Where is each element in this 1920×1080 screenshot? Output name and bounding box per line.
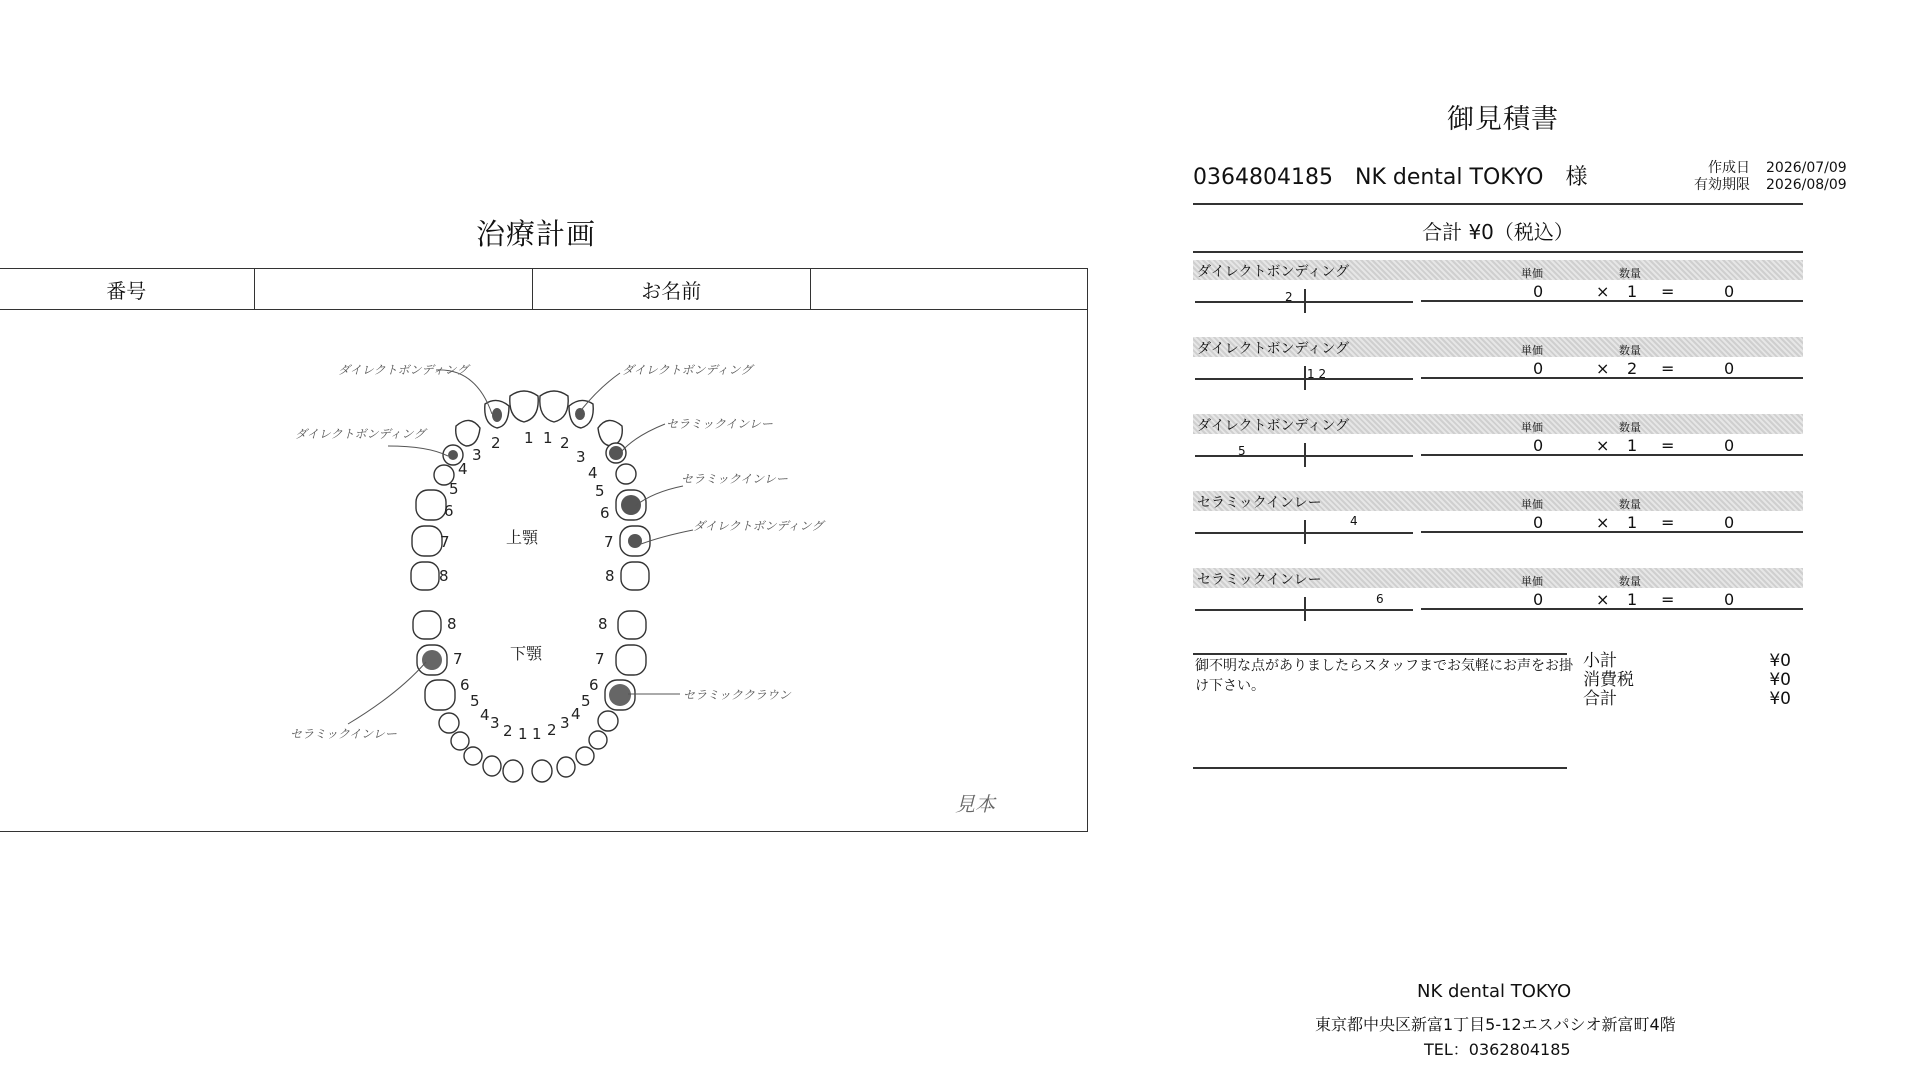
tooth-chart-midline bbox=[1304, 597, 1306, 621]
num-l-l1: 1 bbox=[532, 725, 542, 743]
label-ur-ceramic-inlay-2: セラミックインレー bbox=[681, 472, 788, 486]
num-u-l4: 4 bbox=[588, 464, 598, 482]
equals-sign: = bbox=[1661, 359, 1675, 378]
tooth-number: 1 2 bbox=[1307, 367, 1327, 381]
num-l-r8: 8 bbox=[447, 615, 457, 633]
item-name: ダイレクトボンディング bbox=[1197, 264, 1350, 280]
name-label: お名前 bbox=[533, 269, 810, 309]
tax-label: 消費税 bbox=[1583, 670, 1634, 690]
estimate-item bbox=[1193, 337, 1803, 407]
item-name: ダイレクトボンディング bbox=[1197, 418, 1350, 434]
label-lr-ceramic-crown: セラミッククラウン bbox=[683, 688, 791, 702]
num-l-l3: 3 bbox=[560, 714, 570, 732]
quantity: 1 bbox=[1627, 282, 1638, 301]
estimate-item bbox=[1193, 491, 1803, 561]
price-header: 単価 bbox=[1521, 498, 1543, 511]
times-sign: × bbox=[1596, 282, 1610, 301]
num-l-l5: 5 bbox=[581, 692, 591, 710]
tooth-l-l3 bbox=[576, 747, 594, 765]
price-header: 単価 bbox=[1521, 344, 1543, 357]
calc-line bbox=[1421, 531, 1803, 533]
tax-value: ¥0 bbox=[1769, 670, 1791, 690]
number-label: 番号 bbox=[0, 269, 255, 309]
line-amount: 0 bbox=[1724, 513, 1735, 532]
grand-total-label: 合計 bbox=[1583, 689, 1617, 709]
contact-note: 御不明な点がありましたらスタッフまでお気軽にお声をお掛け下さい。 bbox=[1195, 658, 1573, 694]
price-header: 単価 bbox=[1521, 267, 1543, 280]
tooth-l-l8 bbox=[618, 611, 646, 639]
restoration-u-l2 bbox=[575, 408, 585, 420]
label-ll-ceramic-inlay: セラミックインレー bbox=[290, 727, 397, 741]
quantity: 1 bbox=[1627, 590, 1638, 609]
tooth-numbers bbox=[439, 429, 615, 743]
line-amount: 0 bbox=[1724, 282, 1735, 301]
tooth-l-l2 bbox=[557, 757, 575, 777]
footer-tel: TEL：0362804185 bbox=[1424, 1040, 1571, 1059]
leader-l-r7 bbox=[348, 662, 426, 724]
valid-date: 2026/08/09 bbox=[1766, 177, 1847, 193]
restoration-u-r2 bbox=[492, 408, 502, 422]
created-date: 2026/07/09 bbox=[1766, 160, 1847, 176]
qty-header: 数量 bbox=[1619, 575, 1641, 588]
quantity: 1 bbox=[1627, 513, 1638, 532]
estimate-item bbox=[1193, 414, 1803, 484]
num-l-l2: 2 bbox=[547, 721, 557, 739]
times-sign: × bbox=[1596, 590, 1610, 609]
label-ur-bonding-molar: ダイレクトボンディング bbox=[693, 519, 824, 533]
equals-sign: = bbox=[1661, 590, 1675, 609]
num-l-r3: 3 bbox=[490, 714, 500, 732]
item-name: ダイレクトボンディング bbox=[1197, 341, 1350, 357]
tooth-u-r3 bbox=[456, 420, 480, 446]
honorific: 様 bbox=[1565, 165, 1588, 190]
line-amount: 0 bbox=[1724, 590, 1735, 609]
num-u-l2: 2 bbox=[560, 434, 570, 452]
num-l-r4: 4 bbox=[480, 706, 490, 724]
num-u-r6: 6 bbox=[444, 502, 454, 520]
qty-header: 数量 bbox=[1619, 344, 1641, 357]
label-ul-bonding-front: ダイレクトボンディング bbox=[338, 363, 469, 377]
num-l-l8: 8 bbox=[598, 615, 608, 633]
tooth-l-l7 bbox=[616, 645, 646, 675]
estimate-title: 御見積書 bbox=[1447, 104, 1559, 135]
num-u-l1: 1 bbox=[543, 429, 553, 447]
valid-label: 有効期限 bbox=[1694, 177, 1750, 193]
times-sign: × bbox=[1596, 359, 1610, 378]
num-u-r3: 3 bbox=[472, 446, 482, 464]
customer-id: 0364804185 bbox=[1193, 165, 1333, 190]
num-l-l4: 4 bbox=[571, 705, 581, 723]
tooth-l-l1 bbox=[532, 760, 552, 782]
upper-teeth bbox=[411, 391, 650, 590]
unit-price: 0 bbox=[1533, 282, 1544, 301]
num-u-l3: 3 bbox=[576, 448, 586, 466]
tooth-u-l8 bbox=[621, 562, 649, 590]
tooth-l-r1 bbox=[503, 760, 523, 782]
quantity: 2 bbox=[1627, 359, 1638, 378]
equals-sign: = bbox=[1661, 513, 1675, 532]
estimate-item bbox=[1193, 568, 1803, 638]
tooth-l-l4 bbox=[589, 731, 607, 749]
num-l-r1: 1 bbox=[518, 725, 528, 743]
tooth-u-r6 bbox=[416, 490, 446, 520]
tooth-u-r8 bbox=[411, 562, 439, 590]
grand-total-value: ¥0 bbox=[1769, 689, 1791, 709]
num-l-l6: 6 bbox=[589, 676, 599, 694]
tooth-l-r3 bbox=[464, 747, 482, 765]
summary-block bbox=[1583, 652, 1791, 709]
num-u-l6: 6 bbox=[600, 504, 610, 522]
calc-line bbox=[1421, 608, 1803, 610]
sample-stamp: 見本 bbox=[955, 792, 995, 816]
tooth-u-r7 bbox=[412, 526, 442, 556]
unit-price: 0 bbox=[1533, 359, 1544, 378]
tooth-l-l5 bbox=[598, 711, 618, 731]
tooth-chart-midline bbox=[1304, 443, 1306, 467]
tooth-chart-midline bbox=[1304, 520, 1306, 544]
estimate-item bbox=[1193, 260, 1803, 330]
num-u-r7: 7 bbox=[440, 533, 450, 551]
label-ur-ceramic-inlay-1: セラミックインレー bbox=[666, 417, 773, 431]
num-l-r5: 5 bbox=[470, 692, 480, 710]
dates-block bbox=[1665, 160, 1847, 194]
restoration-l-l6 bbox=[609, 684, 631, 706]
times-sign: × bbox=[1596, 513, 1610, 532]
label-ul-bonding-side: ダイレクトボンディング bbox=[295, 427, 426, 441]
item-name: セラミックインレー bbox=[1197, 572, 1322, 588]
header-rule bbox=[1193, 203, 1803, 205]
restoration-u-r4 bbox=[448, 450, 458, 460]
num-u-l5: 5 bbox=[595, 482, 605, 500]
tooth-u-l1 bbox=[540, 391, 568, 422]
num-l-r6: 6 bbox=[460, 676, 470, 694]
num-u-r8: 8 bbox=[439, 567, 449, 585]
line-amount: 0 bbox=[1724, 436, 1735, 455]
price-header: 単価 bbox=[1521, 575, 1543, 588]
calc-line bbox=[1421, 300, 1803, 302]
num-u-l7: 7 bbox=[604, 533, 614, 551]
total-incl-tax: 合計 ¥0（税込） bbox=[1422, 220, 1574, 244]
tooth-l-r4 bbox=[451, 732, 469, 750]
restoration-u-l7 bbox=[628, 534, 642, 548]
tooth-l-r6 bbox=[425, 680, 455, 710]
footer-clinic-name: NK dental TOKYO bbox=[1417, 981, 1572, 1002]
num-u-r2: 2 bbox=[491, 434, 501, 452]
tooth-number: 4 bbox=[1350, 514, 1358, 528]
tooth-chart-midline bbox=[1304, 366, 1306, 390]
num-l-l7: 7 bbox=[595, 650, 605, 668]
restoration-u-l6 bbox=[621, 495, 641, 515]
treatment-plan-title: 治療計画 bbox=[476, 217, 597, 251]
num-u-r4: 4 bbox=[458, 460, 468, 478]
calc-line bbox=[1421, 377, 1803, 379]
restoration-u-l4 bbox=[609, 446, 623, 460]
total-rule bbox=[1193, 251, 1803, 253]
tooth-l-r8 bbox=[413, 611, 441, 639]
subtotal-value: ¥0 bbox=[1769, 651, 1791, 671]
qty-header: 数量 bbox=[1619, 498, 1641, 511]
qty-header: 数量 bbox=[1619, 267, 1641, 280]
created-label: 作成日 bbox=[1708, 160, 1750, 176]
num-u-r1: 1 bbox=[524, 429, 534, 447]
subtotal-label: 小計 bbox=[1583, 651, 1617, 671]
num-l-r7: 7 bbox=[453, 650, 463, 668]
label-ur-bonding-front: ダイレクトボンディング bbox=[622, 363, 753, 377]
restoration-l-r7 bbox=[422, 650, 442, 670]
unit-price: 0 bbox=[1533, 513, 1544, 532]
tooth-chart-midline bbox=[1304, 289, 1306, 313]
num-u-l8: 8 bbox=[605, 567, 615, 585]
leader-u-l4 bbox=[621, 424, 665, 452]
tooth-number: 2 bbox=[1285, 290, 1293, 304]
line-amount: 0 bbox=[1724, 359, 1735, 378]
footer-address: 東京都中央区新富1丁目5-12エスパシオ新富町4階 bbox=[1315, 1015, 1676, 1034]
tooth-u-l5 bbox=[616, 464, 636, 484]
lower-jaw-label: 下顎 bbox=[510, 644, 543, 663]
note-bottom-rule bbox=[1193, 767, 1567, 769]
num-u-r5: 5 bbox=[449, 480, 459, 498]
customer-line bbox=[1193, 160, 1609, 191]
item-name: セラミックインレー bbox=[1197, 495, 1322, 511]
qty-header: 数量 bbox=[1619, 421, 1641, 434]
tooth-u-l3 bbox=[598, 420, 622, 446]
times-sign: × bbox=[1596, 436, 1610, 455]
upper-jaw-label: 上顎 bbox=[506, 528, 539, 547]
dental-chart bbox=[0, 268, 1088, 832]
equals-sign: = bbox=[1661, 436, 1675, 455]
unit-price: 0 bbox=[1533, 590, 1544, 609]
note-top-rule bbox=[1193, 653, 1567, 655]
tooth-l-r5 bbox=[439, 713, 459, 733]
tooth-number: 6 bbox=[1376, 592, 1384, 606]
tooth-number: 5 bbox=[1238, 444, 1246, 458]
customer-name: NK dental TOKYO bbox=[1354, 165, 1544, 190]
quantity: 1 bbox=[1627, 436, 1638, 455]
equals-sign: = bbox=[1661, 282, 1675, 301]
num-l-r2: 2 bbox=[503, 722, 513, 740]
leader-u-r4 bbox=[388, 446, 448, 456]
unit-price: 0 bbox=[1533, 436, 1544, 455]
price-header: 単価 bbox=[1521, 421, 1543, 434]
calc-line bbox=[1421, 454, 1803, 456]
tooth-u-r1 bbox=[510, 391, 538, 422]
tooth-l-r2 bbox=[483, 756, 501, 776]
